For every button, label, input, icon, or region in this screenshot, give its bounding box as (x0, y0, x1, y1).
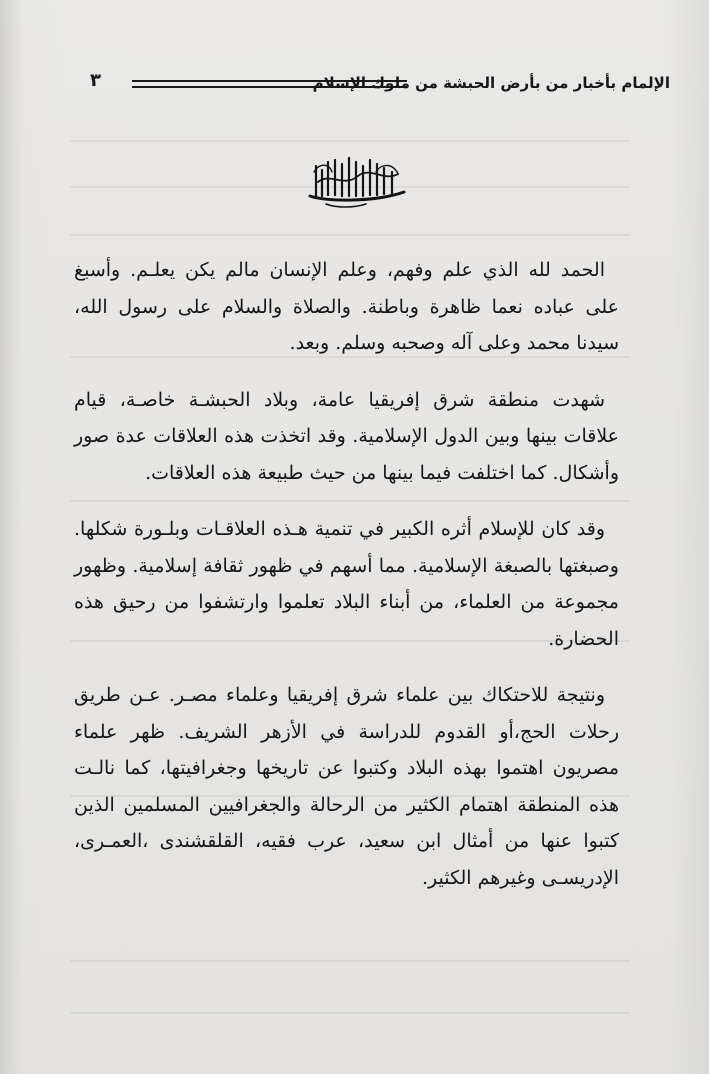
body-text (74, 252, 619, 916)
show-through-line (70, 140, 630, 142)
page-number: ٣ (90, 70, 101, 91)
running-header (70, 70, 680, 100)
paragraph-1: الحمد لله الذي علم وفهم، وعلم الإنسان مالم يكن يعلـم. وأسبغ على عباده نعما ظاهرة وباطنة. والصلاة والسلام على رسول الله، سيدنا محمد وعلى آله وصحبه وسلم. وبعد. (74, 259, 619, 354)
show-through-line (70, 960, 630, 962)
paragraph-4: ونتيجة للاحتكاك بين علماء شرق إفريقيا وعلماء مصـر. عـن طريق رحلات الحج،أو القدوم للدراسة في الأزهر الشريف. ظهر علماء مصريون اهتموا بهذه البلاد وكتبوا عن تاريخها وجغرافيتها، كما نالـت هذه المنطقة اهتمام الكثير من الرحالة والجغرافيين المسلمين الذين كتبوا عنها من أمثال ابن سعيد، عرب فقيه، القلقشندى ،العمـرى، الإدريسـى وغيرهم الكثير. (74, 684, 619, 889)
book-title: الإلمام بأخبار من بأرض الحبشة من ملوك الإسلام (312, 74, 670, 92)
paragraph-3: وقد كان للإسلام أثره الكبير في تنمية هـذه العلاقـات وبلـورة شكلها. وصبغتها بالصبغة الإسلامية. مما أسهم في ظهور ثقافة إسلامية. وظهور مجموعة من العلماء، من أبناء البلاد تعلموا وارتشفوا من رحيق هذه الحضارة. (74, 518, 619, 650)
basmala-text: بسم الله الرحمن الرحيم (351, 208, 363, 209)
show-through-line (70, 1012, 630, 1014)
show-through-line (70, 234, 630, 236)
basmala-calligraphy (306, 152, 408, 210)
paragraph-2: شهدت منطقة شرق إفريقيا عامة، وبلاد الحبشـة خاصـة، قيام علاقات بينها وبين الدول الإسلامية. وقد اتخذت هذه العلاقات عدة صور وأشكال. كما اختلفت فيما بينها من حيث طبيعة هذه العلاقات. (74, 388, 619, 484)
